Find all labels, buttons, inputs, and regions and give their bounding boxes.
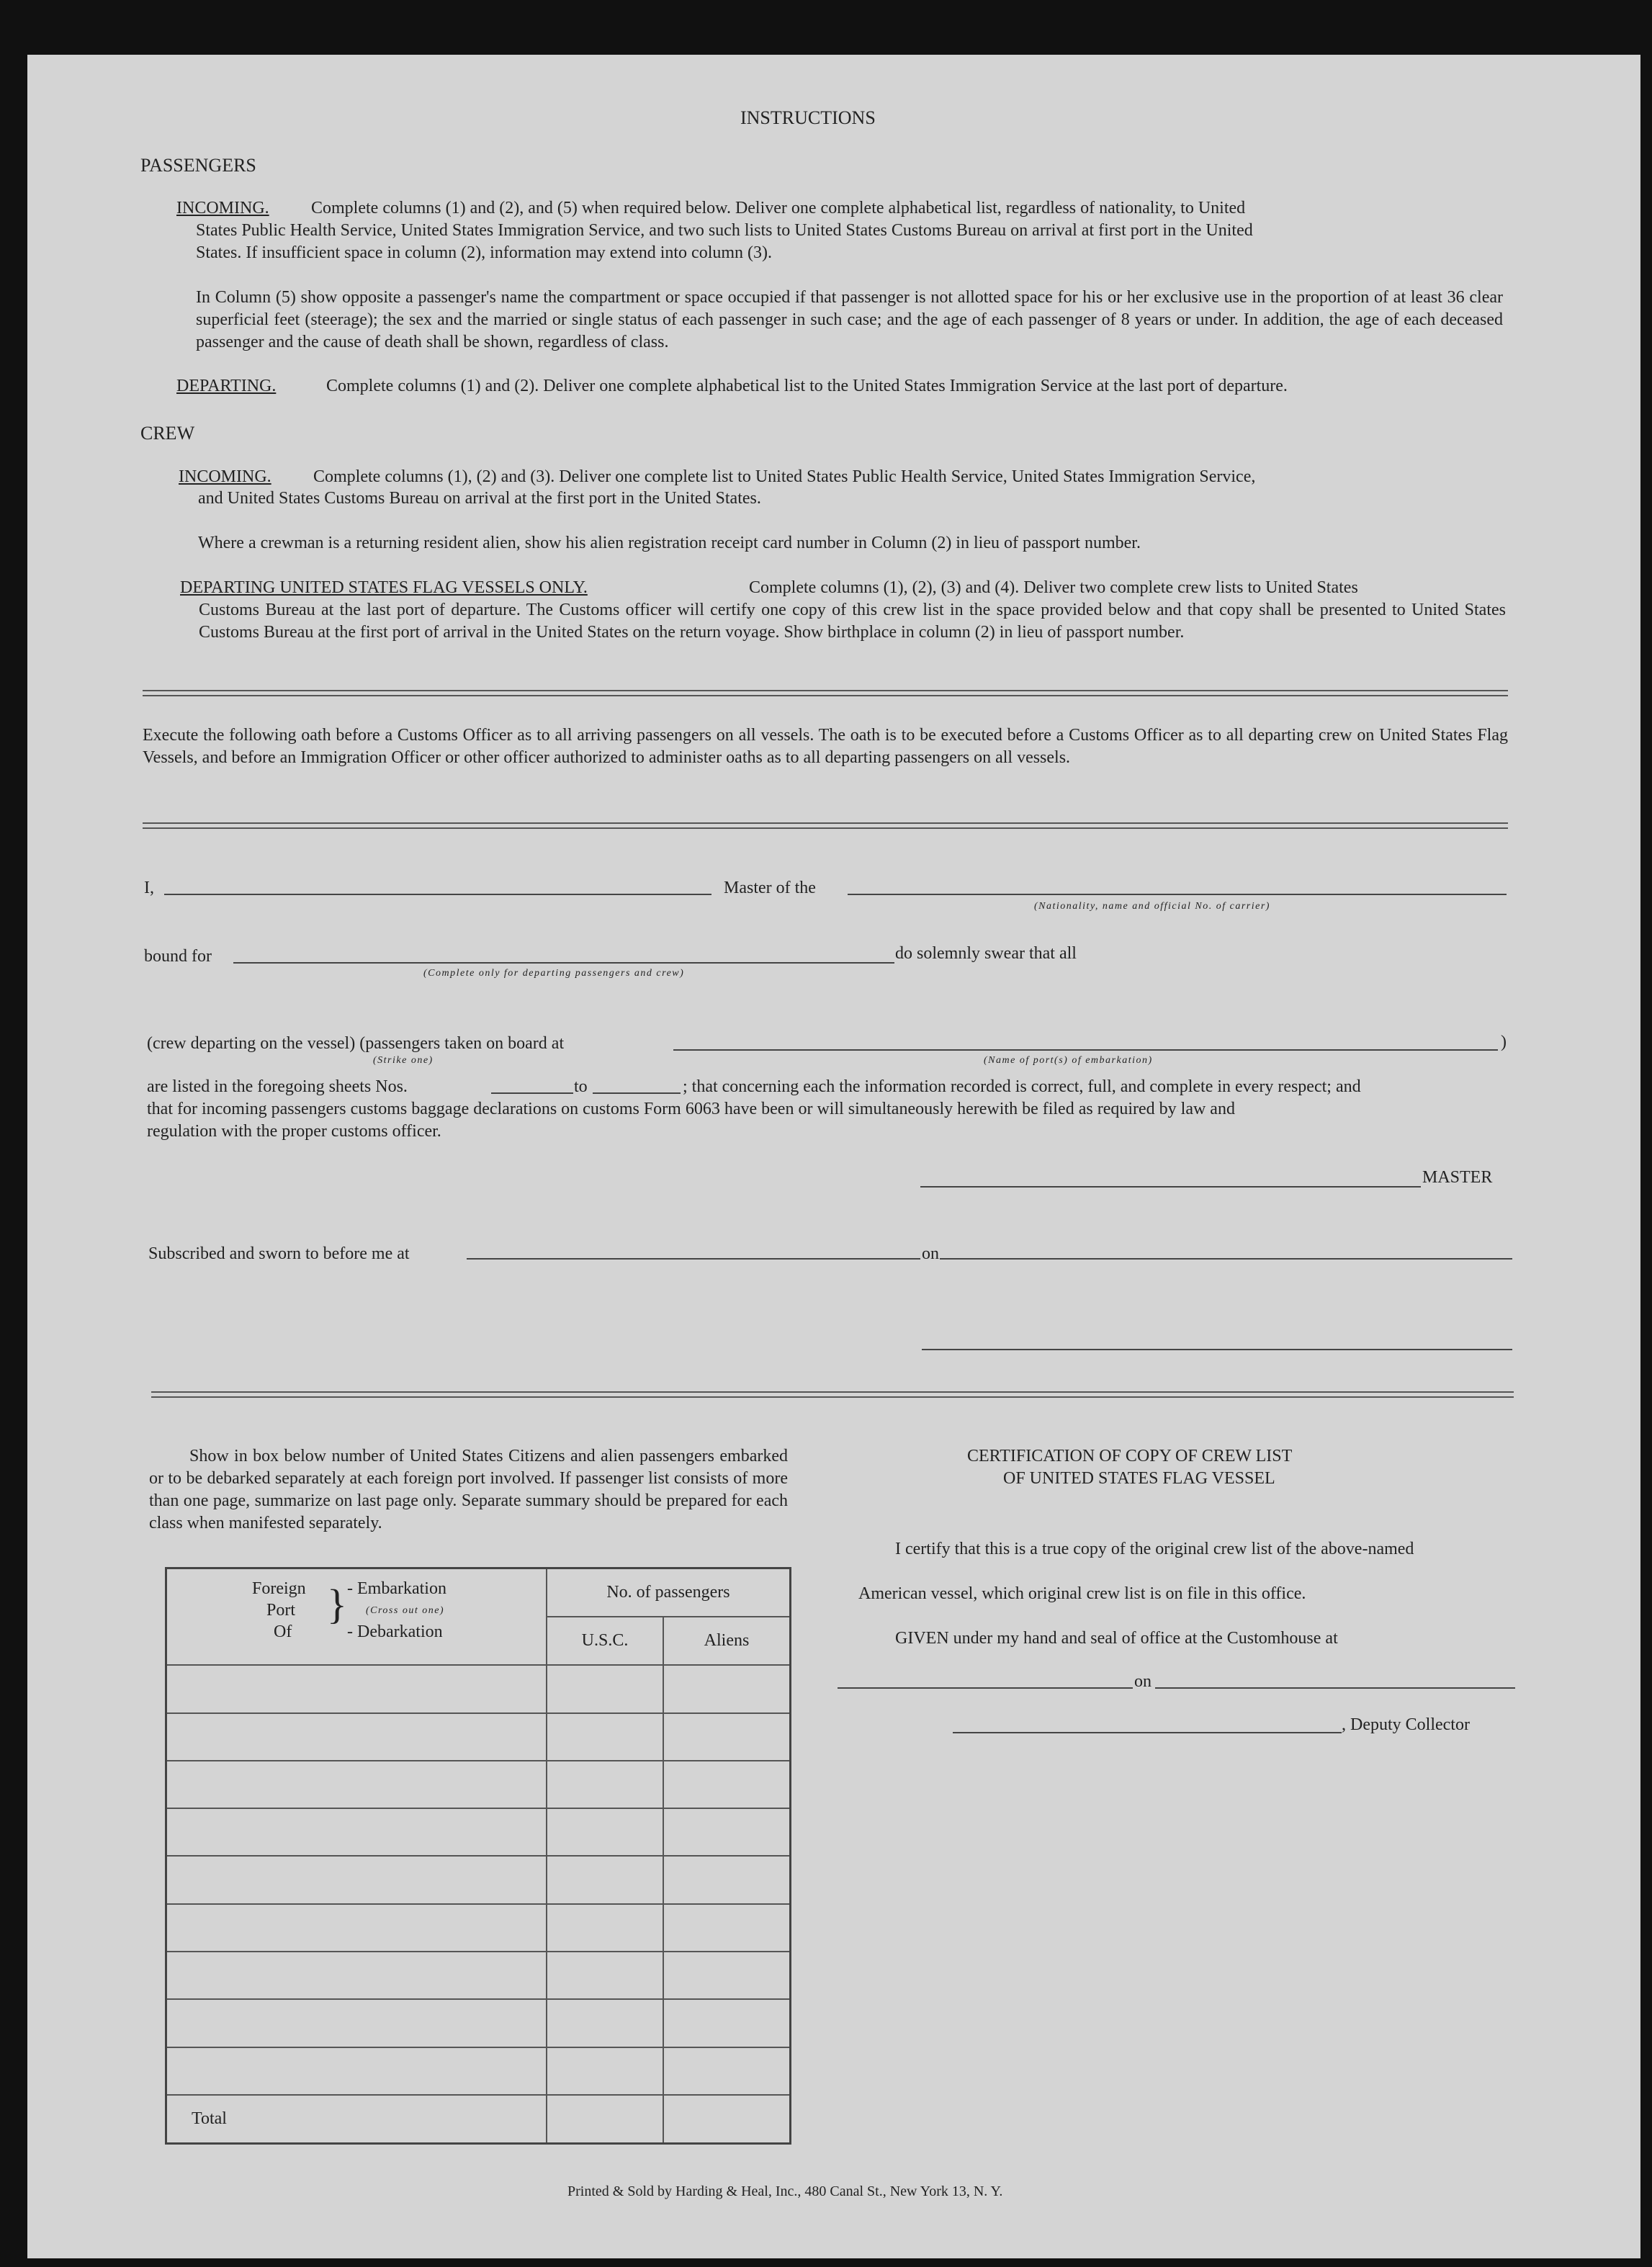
page-title: INSTRUCTIONS bbox=[740, 107, 876, 128]
port-cell[interactable] bbox=[166, 1952, 547, 1999]
nationality-note: (Nationality, name and official No. of carrier) bbox=[1034, 901, 1270, 912]
deputy-signature-field[interactable] bbox=[953, 1732, 1342, 1733]
port-cell[interactable] bbox=[166, 1904, 547, 1952]
aliens-cell[interactable] bbox=[663, 2047, 791, 2095]
customhouse-place-field[interactable] bbox=[838, 1687, 1133, 1689]
passengers-incoming-text-1: Complete columns (1) and (2), and (5) when required below. Deliver one complete alphabetical list, regardless of nationality, to United bbox=[311, 199, 1246, 217]
ports-note: (Name of port(s) of embarkation) bbox=[984, 1055, 1153, 1066]
aliens-cell[interactable] bbox=[663, 1761, 791, 1808]
total-usc-cell[interactable] bbox=[547, 2095, 663, 2144]
foreign-port-header bbox=[166, 1568, 547, 1666]
of-label: Of bbox=[274, 1622, 292, 1641]
usc-cell[interactable] bbox=[547, 1952, 663, 1999]
complete-only-note: (Complete only for departing passengers and crew) bbox=[423, 968, 685, 979]
total-label: Total bbox=[166, 2095, 547, 2144]
port-cell[interactable] bbox=[166, 2047, 547, 2095]
passengers-departing-text: Complete columns (1) and (2). Deliver one complete alphabetical list to the United States Immigration Service at the last port of departure. bbox=[326, 377, 1288, 395]
passengers-incoming-text-2: States Public Health Service, United States Immigration Service, and two such lists to United States Customs Bureau on arrival at first port in the United bbox=[196, 221, 1253, 240]
crew-resident-text: Where a crewman is a returning resident alien, show his alien registration receipt card number in Column (2) in lieu of passport number. bbox=[198, 534, 1141, 552]
divider bbox=[143, 822, 1508, 829]
port-cell[interactable] bbox=[166, 1761, 547, 1808]
column5-instructions: In Column (5) show opposite a passenger's name the compartment or space occupied if that passenger is not allotted space for his or her exclusive use in the proportion of at least 36 clear superficial feet (steerage); the sex and the married or single status of each passenger in such case; and the age of each passenger of 8 years or under. In addition, the age of each deceased passenger and the cause of death shall be shown, regardless of class. bbox=[196, 288, 1503, 351]
port-cell[interactable] bbox=[166, 1713, 547, 1761]
passengers-heading: PASSENGERS bbox=[140, 155, 256, 176]
aliens-header: Aliens bbox=[663, 1617, 791, 1665]
master-name-field[interactable] bbox=[164, 894, 711, 895]
cross-out-note: (Cross out one) bbox=[366, 1605, 445, 1616]
table-row bbox=[166, 1904, 791, 1952]
usc-cell[interactable] bbox=[547, 1761, 663, 1808]
table-row bbox=[166, 1952, 791, 1999]
port-cell[interactable] bbox=[166, 1856, 547, 1903]
usc-cell[interactable] bbox=[547, 1713, 663, 1761]
oath-i-label: I, bbox=[144, 879, 154, 897]
certification-title-2: OF UNITED STATES FLAG VESSEL bbox=[1003, 1469, 1275, 1488]
strike-one-note: (Strike one) bbox=[373, 1055, 434, 1066]
divider bbox=[143, 690, 1508, 696]
port-cell[interactable] bbox=[166, 1808, 547, 1856]
passengers-incoming-label: INCOMING. bbox=[176, 199, 269, 217]
printer-credit: Printed & Sold by Harding & Heal, Inc., 480 Canal St., New York 13, N. Y. bbox=[567, 2183, 1003, 2199]
foreign-label: Foreign bbox=[252, 1579, 306, 1598]
aliens-cell[interactable] bbox=[663, 1665, 791, 1712]
sheet-to-field[interactable] bbox=[593, 1092, 681, 1094]
master-of-the-label: Master of the bbox=[724, 879, 816, 897]
crew-heading: CREW bbox=[140, 423, 195, 444]
crew-passengers-text: (crew departing on the vessel) (passengers taken on board at bbox=[147, 1034, 565, 1053]
table-row bbox=[166, 1856, 791, 1903]
certification-title-1: CERTIFICATION OF COPY OF CREW LIST bbox=[967, 1447, 1293, 1465]
close-paren: ) bbox=[1501, 1033, 1507, 1051]
aliens-cell[interactable] bbox=[663, 1713, 791, 1761]
certify-text-1: I certify that this is a true copy of the original crew list of the above-named bbox=[895, 1540, 1414, 1558]
crew-departing-text-1: Complete columns (1), (2), (3) and (4). Deliver two complete crew lists to United States bbox=[749, 578, 1358, 597]
crew-departing-text-2: Customs Bureau at the last port of departure. The Customs officer will certify one copy of this crew list in the space provided below and that copy shall be presented to United States Customs Bureau at the first port of arrival in the United States on the return voyage. Show birthplace in column (2) in lieu of passport number. bbox=[199, 601, 1506, 642]
sworn-date-field[interactable] bbox=[940, 1258, 1512, 1260]
brace-icon: } bbox=[327, 1581, 347, 1628]
crew-incoming-label: INCOMING. bbox=[179, 467, 271, 486]
embarkation-port-field[interactable] bbox=[673, 1049, 1498, 1051]
aliens-cell[interactable] bbox=[663, 1808, 791, 1856]
on-label: on bbox=[922, 1244, 939, 1263]
crew-departing-label: DEPARTING UNITED STATES FLAG VESSELS ONLY. bbox=[180, 578, 588, 597]
table-row bbox=[166, 1665, 791, 1712]
port-cell[interactable] bbox=[166, 1665, 547, 1712]
total-aliens-cell[interactable] bbox=[663, 2095, 791, 2144]
passenger-summary-table bbox=[165, 1567, 791, 2145]
port-label: Port bbox=[266, 1601, 296, 1620]
crew-incoming-text-1: Complete columns (1), (2) and (3). Deliver one complete list to United States Public Health Service, United States Immigration Service, bbox=[313, 467, 1256, 486]
usc-cell[interactable] bbox=[547, 1808, 663, 1856]
given-text: GIVEN under my hand and seal of office at the Customhouse at bbox=[895, 1629, 1338, 1648]
aliens-cell[interactable] bbox=[663, 1856, 791, 1903]
debarkation-label: - Debarkation bbox=[347, 1622, 443, 1641]
usc-cell[interactable] bbox=[547, 1665, 663, 1712]
embarkation-label: - Embarkation bbox=[347, 1579, 446, 1598]
no-of-passengers-header: No. of passengers bbox=[547, 1568, 791, 1617]
listed-text-2: ; that concerning each the information recorded is correct, full, and complete in every respect; and bbox=[683, 1077, 1361, 1096]
master-signature-field[interactable] bbox=[920, 1186, 1421, 1188]
table-row bbox=[166, 1761, 791, 1808]
certify-text-2: American vessel, which original crew list is on file in this office. bbox=[858, 1584, 1306, 1603]
aliens-cell[interactable] bbox=[663, 1904, 791, 1952]
usc-header: U.S.C. bbox=[547, 1617, 663, 1665]
bound-for-field[interactable] bbox=[233, 962, 894, 964]
listed-text-1: are listed in the foregoing sheets Nos. bbox=[147, 1077, 408, 1096]
divider bbox=[151, 1391, 1514, 1398]
usc-cell[interactable] bbox=[547, 1999, 663, 2047]
table-row bbox=[166, 1713, 791, 1761]
aliens-cell[interactable] bbox=[663, 1952, 791, 1999]
certification-date-field[interactable] bbox=[1155, 1687, 1515, 1689]
to-label: to bbox=[574, 1077, 588, 1096]
aliens-cell[interactable] bbox=[663, 1999, 791, 2047]
oath-instructions: Execute the following oath before a Customs Officer as to all arriving passengers on all vessels. The oath is to be executed before a Customs Officer as to all departing crew on United States Flag Vessels, and before an Immigration Officer or other officer authorized to administer oaths as to all departing passengers on all vessels. bbox=[143, 726, 1508, 767]
listed-text-3: that for incoming passengers customs baggage declarations on customs Form 6063 have been or will simultaneously herewith be filed as required by law and bbox=[147, 1100, 1235, 1118]
passengers-departing-label: DEPARTING. bbox=[176, 377, 277, 395]
usc-cell[interactable] bbox=[547, 1904, 663, 1952]
passengers-incoming-text-3: States. If insufficient space in column (2), information may extend into column (3). bbox=[196, 243, 773, 262]
sheet-from-field[interactable] bbox=[491, 1092, 573, 1094]
summary-instructions: Show in box below number of United States Citizens and alien passengers embarked or to be debarked separately at each foreign port involved. If passenger list consists of more than one page, summarize on last page only. Separate summary should be prepared for each class when manifested separately. bbox=[149, 1447, 788, 1532]
cert-on-label: on bbox=[1134, 1672, 1152, 1691]
usc-cell[interactable] bbox=[547, 1856, 663, 1903]
listed-text-4: regulation with the proper customs officer. bbox=[147, 1122, 441, 1141]
swear-text: do solemnly swear that all bbox=[895, 944, 1077, 963]
table-row bbox=[166, 2047, 791, 2095]
bound-for-label: bound for bbox=[144, 947, 212, 966]
total-row bbox=[166, 2095, 791, 2144]
master-label: MASTER bbox=[1422, 1168, 1493, 1187]
subscribed-text: Subscribed and sworn to before me at bbox=[148, 1244, 410, 1263]
port-cell[interactable] bbox=[166, 1999, 547, 2047]
crew-incoming-text-2: and United States Customs Bureau on arrival at the first port in the United States. bbox=[198, 489, 761, 508]
table-row bbox=[166, 1999, 791, 2047]
usc-cell[interactable] bbox=[547, 2047, 663, 2095]
carrier-field[interactable] bbox=[848, 894, 1507, 895]
officer-signature-field[interactable] bbox=[922, 1349, 1512, 1350]
sworn-place-field[interactable] bbox=[467, 1258, 920, 1260]
deputy-collector-label: , Deputy Collector bbox=[1342, 1715, 1470, 1734]
table-row bbox=[166, 1808, 791, 1856]
